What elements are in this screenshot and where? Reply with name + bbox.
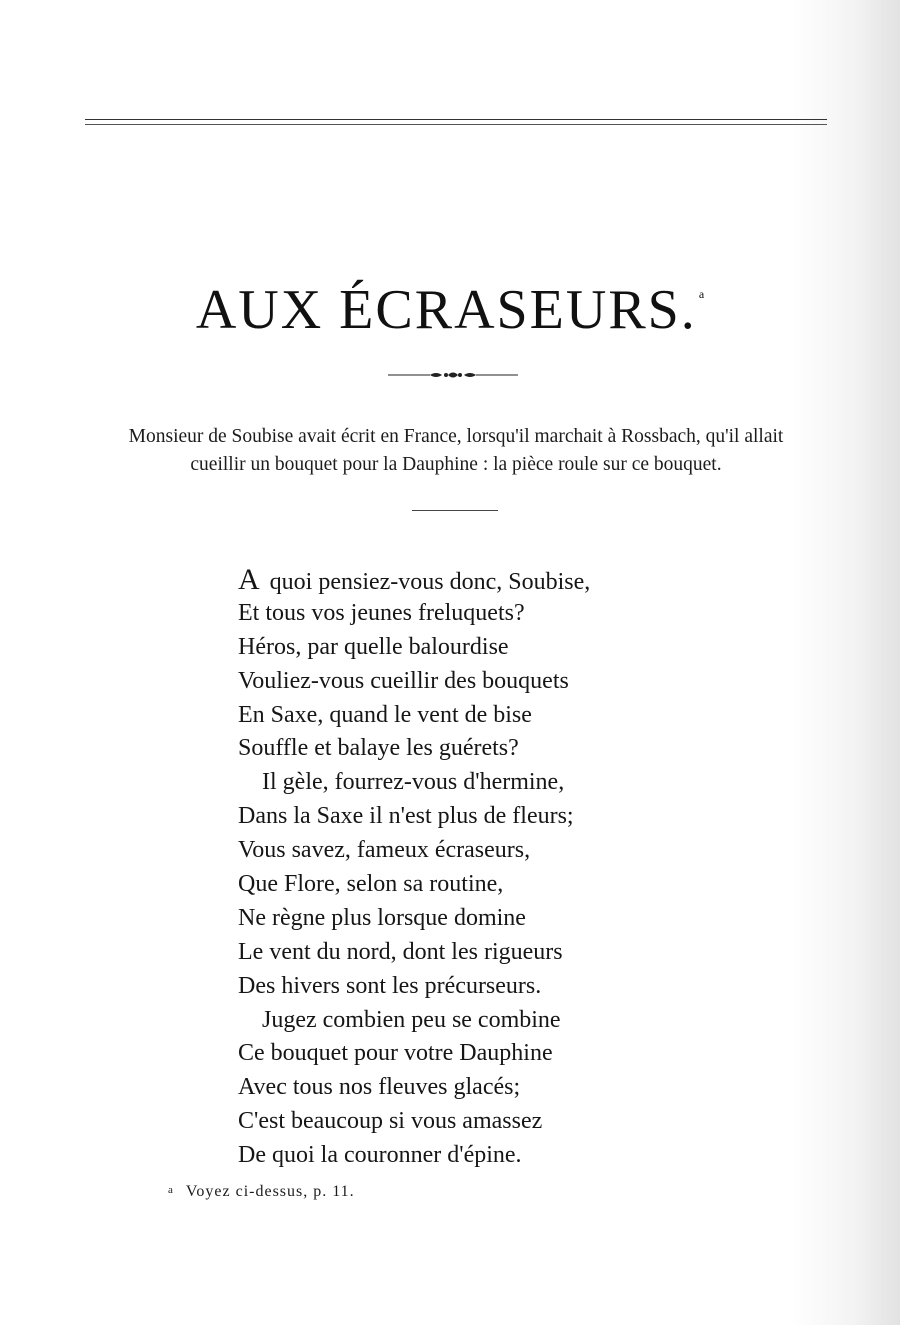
footnote xyxy=(168,1183,355,1201)
poem-line: Il gèle, fourrez-vous d'hermine, xyxy=(262,769,565,796)
poem-line: Avec tous nos fleuves glacés; xyxy=(238,1074,521,1101)
poem-line: Des hivers sont les précurseurs. xyxy=(238,972,542,999)
title-footnote-mark: a xyxy=(698,287,705,301)
poem-line: Que Flore, selon sa routine, xyxy=(238,871,504,898)
footnote-mark: a xyxy=(168,1184,174,1196)
poem-line: C'est beaucoup si vous amassez xyxy=(238,1108,543,1135)
page-title xyxy=(0,279,900,341)
poem-line: En Saxe, quand le vent de bise xyxy=(238,701,532,728)
poem-line-text: quoi pensiez-vous donc, Soubise, xyxy=(263,569,591,595)
poem-line: Vous savez, fameux écraseurs, xyxy=(238,837,531,864)
poem-line: Le vent du nord, dont les rigueurs xyxy=(238,938,563,965)
intro-line: Monsieur de Soubise avait écrit en France, lorsqu'il marchait à Rossbach, qu'il allait xyxy=(128,426,784,447)
poem-line: Héros, par quelle balourdise xyxy=(238,633,509,660)
poem-line: Et tous vos jeunes freluquets? xyxy=(238,599,525,626)
poem-line: De quoi la couronner d'épine. xyxy=(238,1142,522,1169)
initial-letter: A xyxy=(238,563,260,596)
poem-line xyxy=(238,563,798,597)
top-double-rule xyxy=(85,119,827,125)
intro-line: cueillir un bouquet pour la Dauphine : la pièce roule sur ce bouquet. xyxy=(190,454,722,475)
title-text: AUX ÉCRASEURS. xyxy=(195,279,697,341)
short-divider-rule xyxy=(412,510,498,511)
poem-line: Vouliez-vous cueillir des bouquets xyxy=(238,667,569,694)
poem-line: Dans la Saxe il n'est plus de fleurs; xyxy=(238,803,574,830)
intro-note xyxy=(70,423,842,479)
ornament-divider-icon xyxy=(388,368,518,382)
poem-line: Souffle et balaye les guérets? xyxy=(238,735,519,762)
poem-line: Ne règne plus lorsque domine xyxy=(238,904,526,931)
poem xyxy=(238,563,798,1173)
poem-line: Ce bouquet pour votre Dauphine xyxy=(238,1040,553,1067)
poem-line: Jugez combien peu se combine xyxy=(262,1006,561,1033)
footnote-text: Voyez ci-dessus, p. 11. xyxy=(185,1183,355,1200)
